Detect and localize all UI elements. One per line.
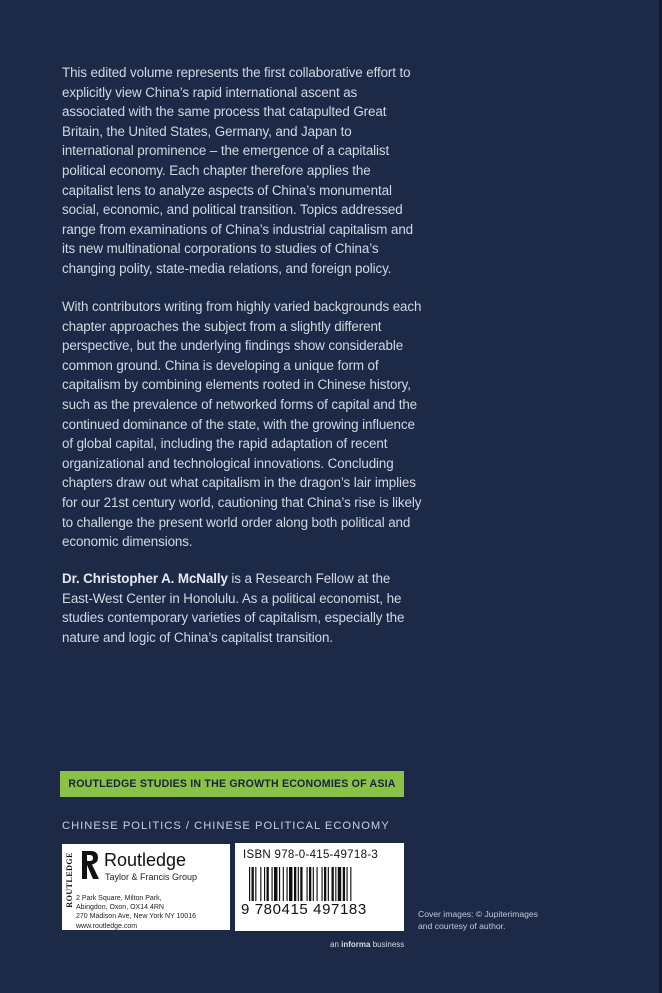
isbn-box [235,843,404,931]
barcode-bar [264,867,265,901]
barcode-digits: 9 780415 497183 [241,901,367,918]
barcode-bar [328,867,329,901]
address-line: 2 Park Square, Milton Park, [76,895,162,902]
barcode-bar [279,867,280,901]
cover-credits: Cover images: © Jupiterimages and courtesy of author. [418,909,539,931]
barcode-bar [274,867,277,901]
address-line: 270 Madison Ave, New York NY 10016 [76,913,196,921]
barcode-bar [287,867,288,901]
description-paragraph-1 [62,63,422,279]
barcode-bar [294,867,296,901]
routledge-logo-icon [79,849,101,881]
informa-brand: informa [341,940,371,949]
address-line: Abingdon, Oxon, OX14 4RN [76,904,164,912]
author-bio-body: is a Research Fellow at the East-West Center in Honolulu. As a political economist, he studies contemporary varieties of capitalism, especially the nature and logic of China’s capitalist transition. [62,571,405,645]
barcode-bar [335,867,336,901]
barcode-bar [332,867,334,901]
description-text-1: This edited volume represents the first collaborative effort to explicitly view China’s rapid international ascent as associated with the same process that catapulted Great Britain, the United States, Germany, and Japan to international prominence – the emergence of a capitalist political economy. Each chapter therefore applies the capitalist lens to analyze aspects of China’s monumental social, economic, and political transition. Topics addressed range from examinations of China’s industrial capitalism and its new multinational corporations to studies of China’s changing polity, state-media relations, and foreign policy. [62,65,414,276]
author-name: Dr. Christopher A. McNally [62,571,228,586]
author-bio [62,569,422,647]
barcode-bar [249,867,250,901]
barcode-bar [350,867,351,901]
author-bio-text [62,569,422,647]
barcode-bar [298,867,299,901]
informa-suffix: business [370,940,405,949]
barcode-bar [267,867,269,901]
barcode-bar [309,867,311,901]
informa-tagline [330,940,404,949]
barcode-bar [322,867,323,901]
barcode-bar [272,867,273,901]
barcode-bar [289,867,292,901]
description-text-2: With contributors writing from highly varied backgrounds each chapter approaches the subject from a slightly different perspective, but the underlying findings show considerable common ground. China is developing a unique form of capitalism by combining elements rooted in Chinese history, such as the prevalence of networked forms of capital and the continued dominance of the state, with the growing influence of global capital, including the rapid adaptation of recent organizational and technological innovations. Concluding chapters draw out what capitalism in the dragon’s lair implies for our 21st century world, cautioning that China’s rise is likely to challenge the present world order along both political and economic dimensions. [62,299,422,550]
informa-prefix: an [330,940,342,949]
barcode-bar [260,867,261,901]
publisher-box [61,843,231,931]
barcode-bar [283,867,284,901]
barcode-bar [324,867,326,901]
barcode-bar [338,867,341,901]
isbn-label: ISBN 978-0-415-49718-3 [243,849,379,861]
barcode-bar [347,867,348,901]
barcode-bar [313,867,314,901]
series-banner [60,771,404,797]
barcode-bar [300,867,302,901]
barcode-bar [317,867,318,901]
publisher-address [76,894,196,931]
series-title: ROUTLEDGE STUDIES IN THE GROWTH ECONOMIES OF ASIA [68,778,396,790]
barcode-bar [255,867,256,901]
publisher-vertical-label: ROUTLEDGE [65,852,74,908]
publisher-group: Taylor & Francis Group [105,872,198,882]
barcode-bar [252,867,254,901]
description-paragraph-2 [62,297,422,552]
publisher-name: Routledge [104,850,187,870]
address-line: www.routledge.com [76,922,138,930]
barcode-bar [307,867,308,901]
barcode-bar [343,867,345,901]
subject-category: CHINESE POLITICS / CHINESE POLITICAL ECONOMY [62,820,390,832]
